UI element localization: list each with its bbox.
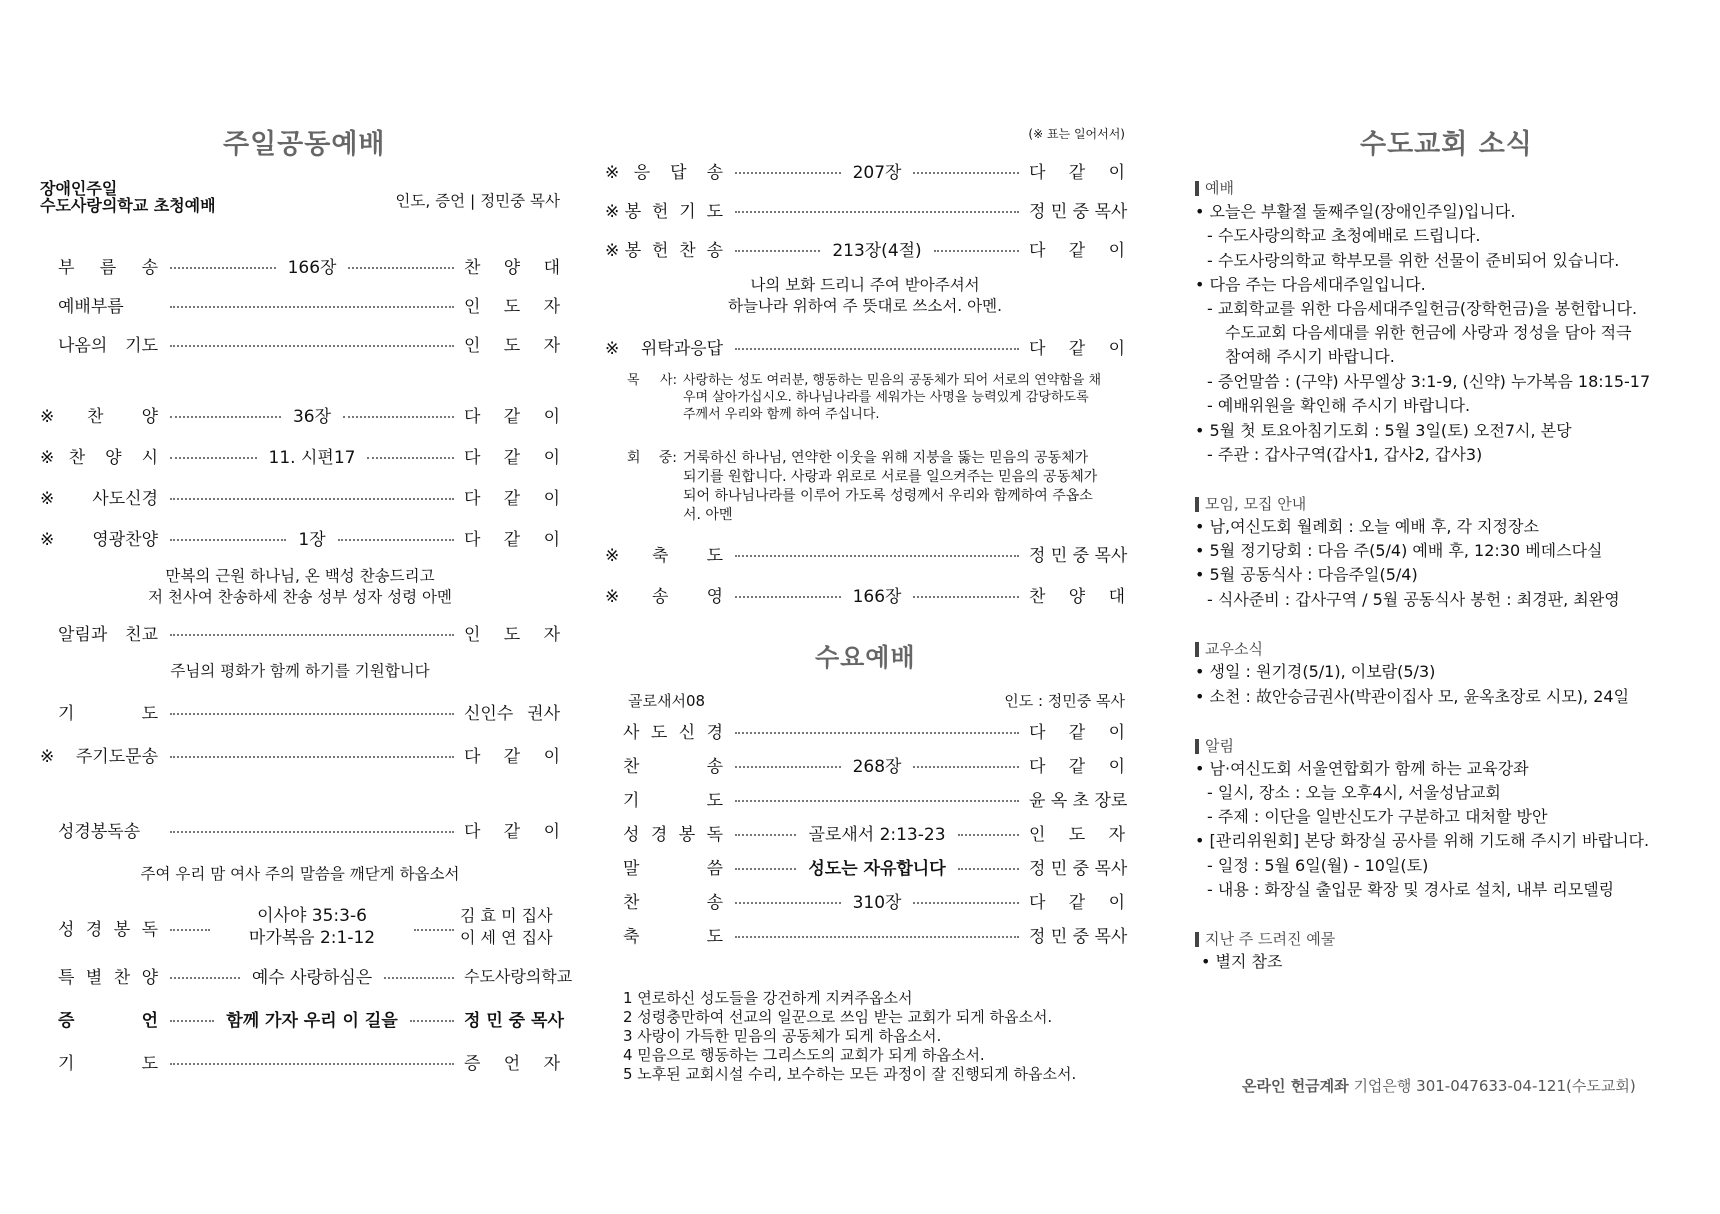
order-value: 성도는 자유합니다 bbox=[808, 858, 946, 879]
wednesday-worship-title: 수요예배 bbox=[815, 643, 916, 672]
order-row-lords-prayer bbox=[40, 740, 560, 768]
news-item: - 일시, 장소 : 오늘 오후4시, 서울성남교회 bbox=[1207, 783, 1501, 802]
wed-row-sermon bbox=[605, 852, 1128, 880]
offering-verse-2: 하늘나라 위하여 주 뜻대로 쓰소서. 아멘. bbox=[727, 297, 1003, 315]
order-label: 부 름 송 bbox=[58, 257, 158, 278]
reading-readers bbox=[460, 905, 560, 949]
order-label: ※찬 양 시 bbox=[40, 447, 158, 468]
standing-note: (※ 표는 일어서서) bbox=[1028, 127, 1125, 141]
wednesday-book: 골로새서08 bbox=[628, 692, 706, 710]
order-label: 사 도 신 경 bbox=[623, 722, 723, 743]
order-leader: 증 언 자 bbox=[464, 1053, 560, 1074]
order-leader: 정 민 중 목사 bbox=[464, 1010, 564, 1031]
news-item: - 증언말씀 : (구약) 사무엘상 3:1-9, (신약) 누가복음 18:15-17 bbox=[1207, 372, 1651, 391]
worship-continued-column bbox=[605, 0, 1128, 1100]
reading-passage-1: 이사야 35:3-6 bbox=[257, 906, 367, 926]
order-label: ※주기도문송 bbox=[40, 746, 158, 767]
occasion-line-2: 수도사랑의학교 초청예배 bbox=[40, 196, 216, 215]
order-leader: 찬 양 대 bbox=[1029, 586, 1125, 607]
order-leader: 정 민 중 목사 bbox=[1029, 201, 1128, 222]
news-item: - 교회학교를 위한 다음세대주일헌금(장학헌금)을 봉헌합니다. bbox=[1207, 299, 1638, 318]
sunday-worship-title: 주일공동예배 bbox=[223, 129, 386, 160]
prayer-topic: 3 사랑이 가득한 믿음의 공동체가 되게 하옵소서. bbox=[623, 1027, 942, 1045]
account-number: 기업은행 301-047633-04-121(수도교회) bbox=[1353, 1077, 1636, 1095]
order-row-apostles-creed bbox=[40, 482, 560, 510]
church-news-column bbox=[1195, 0, 1700, 1100]
order-leader: 다 같 이 bbox=[464, 447, 560, 468]
order-row-response-song bbox=[605, 156, 1125, 184]
order-leader: 인 도 자 bbox=[464, 296, 560, 317]
congregation-text: 거룩하신 하나님, 연약한 이웃을 위해 지붕을 뚫는 믿음의 공동체가 되기를 원합니다. 사랑과 위로로 서로를 일으켜주는 믿음의 공동체가 되어 하나님나라를 이루어 가도록 성령께서 우리와 함께하여 주옵소서. 아멘 bbox=[683, 450, 1098, 523]
order-leader: 다 같 이 bbox=[464, 746, 560, 767]
reading-passage-2: 마가복음 2:1-12 bbox=[248, 928, 376, 948]
news-item: • [관리위원회] 본당 화장실 공사를 위해 기도해 주시기 바랍니다. bbox=[1195, 831, 1650, 850]
wed-row-hymn-2 bbox=[605, 886, 1125, 914]
order-row-call-song bbox=[40, 251, 560, 279]
news-item: - 주관 : 갑사구역(갑사1, 갑사2, 갑사3) bbox=[1207, 445, 1483, 464]
order-row-special-music bbox=[40, 961, 573, 989]
order-label: ※축 도 bbox=[605, 545, 723, 566]
news-item: - 수도사랑의학교 학부모를 위한 선물이 준비되어 있습니다. bbox=[1207, 251, 1620, 270]
news-heading-notices: 알림 bbox=[1195, 739, 1234, 754]
order-label: 찬 송 bbox=[623, 892, 723, 913]
news-item: • 남·여신도회 서울연합회가 함께 하는 교육강좌 bbox=[1195, 759, 1529, 778]
leader-info: 인도, 증언 | 정민중 목사 bbox=[395, 192, 560, 210]
order-row-offering-hymn bbox=[605, 234, 1125, 262]
order-leader: 다 같 이 bbox=[464, 821, 560, 842]
news-item: • 소천 : 故안승금권사(박관이집사 모, 윤옥초장로 시모), 24일 bbox=[1195, 687, 1630, 706]
sunday-worship-column bbox=[40, 0, 573, 1100]
order-label: ※봉 헌 찬 송 bbox=[605, 240, 723, 261]
order-label: 찬 송 bbox=[623, 756, 723, 777]
order-label: ※영광찬양 bbox=[40, 529, 158, 550]
order-value: 207장 bbox=[852, 162, 902, 183]
offering-verse bbox=[605, 275, 1125, 317]
news-item: - 예배위원을 확인해 주시기 바랍니다. bbox=[1207, 396, 1471, 415]
order-leader: 다 같 이 bbox=[1029, 722, 1125, 743]
news-heading-worship: 예배 bbox=[1195, 181, 1234, 196]
order-row-offering-prayer bbox=[605, 195, 1128, 223]
order-row-announcements bbox=[40, 618, 560, 646]
order-label: ※위탁과응답 bbox=[605, 338, 723, 359]
order-value: 36장 bbox=[292, 406, 332, 427]
occasion-title bbox=[40, 180, 216, 214]
order-label: ※찬 양 bbox=[40, 406, 158, 427]
order-label: 기 도 bbox=[58, 703, 158, 724]
order-row-scripture-song bbox=[40, 815, 560, 843]
prayer-topic: 2 성령충만하여 선교의 일꾼으로 쓰임 받는 교회가 되게 하옵소서. bbox=[623, 1008, 1053, 1026]
news-item: 수도교회 다음세대를 위한 헌금에 사랑과 정성을 담아 적극 bbox=[1225, 323, 1632, 342]
wed-row-benediction bbox=[605, 920, 1128, 948]
order-value: 166장 bbox=[287, 257, 337, 278]
news-heading-meetings: 모임, 모집 안내 bbox=[1195, 497, 1306, 512]
order-leader: 정 민 중 목사 bbox=[1029, 926, 1128, 947]
order-leader: 인 도 자 bbox=[1029, 824, 1125, 845]
order-label: 말 씀 bbox=[623, 858, 723, 879]
order-label: 성 경 봉 독 bbox=[623, 824, 723, 845]
church-news-title: 수도교회 소식 bbox=[1360, 129, 1533, 160]
news-heading-offerings: 지난 주 드려진 예물 bbox=[1195, 932, 1335, 947]
wed-row-prayer bbox=[605, 784, 1128, 812]
news-item: • 남,여신도회 월례회 : 오늘 예배 후, 각 지정장소 bbox=[1195, 517, 1539, 536]
order-leader: 다 같 이 bbox=[1029, 240, 1125, 261]
order-row-hymn bbox=[40, 400, 560, 428]
order-label: 증 언 bbox=[58, 1010, 158, 1031]
order-row-prayer bbox=[40, 697, 560, 725]
doxology-line-1: 만복의 근원 하나님, 온 백성 찬송드리고 bbox=[165, 567, 435, 585]
order-leader: 다 같 이 bbox=[464, 406, 560, 427]
order-leader: 윤 옥 초 장로 bbox=[1029, 790, 1128, 811]
news-item: 참여해 주시기 바랍니다. bbox=[1225, 347, 1395, 366]
wed-row-scripture bbox=[605, 818, 1125, 846]
order-label: 성경봉독송 bbox=[58, 821, 141, 842]
order-row-doxology bbox=[605, 580, 1125, 608]
wed-row-apostles-creed bbox=[605, 716, 1125, 744]
order-value: 11. 시편17 bbox=[268, 447, 356, 468]
order-leader: 다 같 이 bbox=[1029, 892, 1125, 913]
order-leader: 정 민 중 목사 bbox=[1029, 545, 1128, 566]
order-label: 기 도 bbox=[623, 790, 723, 811]
news-item: • 오늘은 부활절 둘째주일(장애인주일)입니다. bbox=[1195, 202, 1516, 221]
order-label: 나옴의 기도 bbox=[58, 335, 158, 356]
pastor-text: 사랑하는 성도 여러분, 행동하는 믿음의 공동체가 되어 서로의 연약함을 채우며 살아가십시오. 하나님나라를 세워가는 사명을 능력있게 감당하도록 주께서 우리와 함께 하여 주십니다. bbox=[683, 373, 1102, 422]
order-label: 특 별 찬 양 bbox=[58, 967, 158, 988]
occasion-line-1: 장애인주일 bbox=[40, 179, 118, 198]
order-value: 골로새서 2:13-23 bbox=[808, 824, 946, 845]
news-item: - 식사준비 : 갑사구역 / 5월 공동식사 봉헌 : 최경판, 최완영 bbox=[1207, 590, 1620, 609]
order-label: ※송 영 bbox=[605, 586, 723, 607]
pastor-commission bbox=[627, 372, 1105, 423]
news-item: - 일정 : 5월 6일(월) - 10일(토) bbox=[1207, 856, 1429, 875]
news-item: • 생일 : 원기경(5/1), 이보람(5/3) bbox=[1195, 662, 1436, 681]
wed-row-hymn-1 bbox=[605, 750, 1125, 778]
news-heading-members: 교우소식 bbox=[1195, 642, 1263, 657]
order-value: 310장 bbox=[852, 892, 902, 913]
order-row-scripture-reading bbox=[40, 904, 560, 950]
order-leader: 수도사랑의학교 bbox=[464, 966, 573, 986]
offering-verse-1: 나의 보화 드리니 주여 받아주셔서 bbox=[750, 276, 980, 294]
order-label: 성 경 봉 독 bbox=[58, 919, 158, 940]
doxology-text bbox=[40, 566, 560, 608]
order-row-gloria bbox=[40, 523, 560, 551]
news-item: - 내용 : 화장실 출입문 확장 및 경사로 설치, 내부 리모델링 bbox=[1207, 880, 1615, 899]
wednesday-leader: 인도 : 정민중 목사 bbox=[1004, 692, 1125, 710]
order-leader: 다 같 이 bbox=[464, 529, 560, 550]
order-label: ※사도신경 bbox=[40, 488, 158, 509]
order-leader: 다 같 이 bbox=[1029, 756, 1125, 777]
congregation-label: 회 중: bbox=[627, 450, 677, 466]
order-leader: 다 같 이 bbox=[1029, 338, 1125, 359]
order-row-call-to-worship bbox=[40, 290, 560, 318]
order-value: 함께 가자 우리 이 길을 bbox=[226, 1010, 398, 1031]
order-leader: 다 같 이 bbox=[464, 488, 560, 509]
order-value: 166장 bbox=[852, 586, 902, 607]
order-leader: 다 같 이 bbox=[1029, 162, 1125, 183]
prayer-topic: 4 믿음으로 행동하는 그리스도의 교회가 되게 하옵소서. bbox=[623, 1046, 985, 1064]
news-item: • 5월 공동식사 : 다음주일(5/4) bbox=[1195, 565, 1418, 584]
order-label: 기 도 bbox=[58, 1053, 158, 1074]
order-row-sermon bbox=[40, 1004, 564, 1032]
pastor-label: 목 사: bbox=[627, 373, 677, 388]
prayer-topic: 5 노후된 교회시설 수리, 보수하는 모든 과정이 잘 진행되게 하옵소서. bbox=[623, 1065, 1077, 1083]
order-leader: 인 도 자 bbox=[464, 624, 560, 645]
reading-passages bbox=[216, 905, 408, 949]
news-item: - 수도사랑의학교 초청예배로 드립니다. bbox=[1207, 226, 1481, 245]
order-label: 축 도 bbox=[623, 926, 723, 947]
news-item: • 별지 참조 bbox=[1201, 952, 1283, 971]
news-item: - 주제 : 이단을 일반신도가 구분하고 대처할 방안 bbox=[1207, 807, 1548, 826]
order-value: 예수 사랑하심은 bbox=[251, 967, 373, 988]
order-value: 268장 bbox=[852, 756, 902, 777]
doxology-line-2: 저 천사여 찬송하세 찬송 성부 성자 성령 아멘 bbox=[147, 588, 452, 606]
news-item: • 5월 정기당회 : 다음 주(5/4) 예배 후, 12:30 베데스다실 bbox=[1195, 541, 1603, 560]
order-row-opening-prayer bbox=[40, 329, 560, 357]
order-leader: 신인수 권사 bbox=[464, 703, 560, 724]
order-label: 예배부름 bbox=[58, 296, 124, 317]
order-value: 213장(4절) bbox=[832, 240, 922, 261]
congregation-response bbox=[627, 449, 1105, 525]
news-item: • 다음 주는 다음세대주일입니다. bbox=[1195, 275, 1426, 294]
reader-2: 이 세 연 집사 bbox=[460, 928, 553, 947]
order-leader: 인 도 자 bbox=[464, 335, 560, 356]
order-value: 1장 bbox=[298, 529, 326, 550]
order-label: ※봉 헌 기 도 bbox=[605, 201, 723, 222]
order-label: ※응 답 송 bbox=[605, 162, 723, 183]
news-item: • 5월 첫 토요아침기도회 : 5월 3일(토) 오전7시, 본당 bbox=[1195, 421, 1572, 440]
order-leader: 정 민 중 목사 bbox=[1029, 858, 1128, 879]
order-label: 알림과 친교 bbox=[58, 624, 158, 645]
bible-prayer-text: 주여 우리 맘 여사 주의 말씀을 깨닫게 하옵소서 bbox=[140, 865, 460, 883]
prayer-topic: 1 연로하신 성도들을 강건하게 지켜주옵소서 bbox=[623, 989, 913, 1007]
account-label: 온라인 헌금계좌 bbox=[1242, 1077, 1349, 1095]
prayer-topics bbox=[623, 989, 1125, 1084]
reader-1: 김 효 미 집사 bbox=[460, 906, 553, 925]
order-row-benediction bbox=[605, 539, 1128, 567]
peace-text: 주님의 평화가 함께 하기를 기원합니다 bbox=[170, 662, 430, 680]
order-row-psalm bbox=[40, 441, 560, 469]
online-offering-account bbox=[1242, 1075, 1636, 1096]
order-leader: 찬 양 대 bbox=[464, 257, 560, 278]
order-row-closing-prayer bbox=[40, 1047, 560, 1075]
order-row-commission bbox=[605, 332, 1125, 360]
